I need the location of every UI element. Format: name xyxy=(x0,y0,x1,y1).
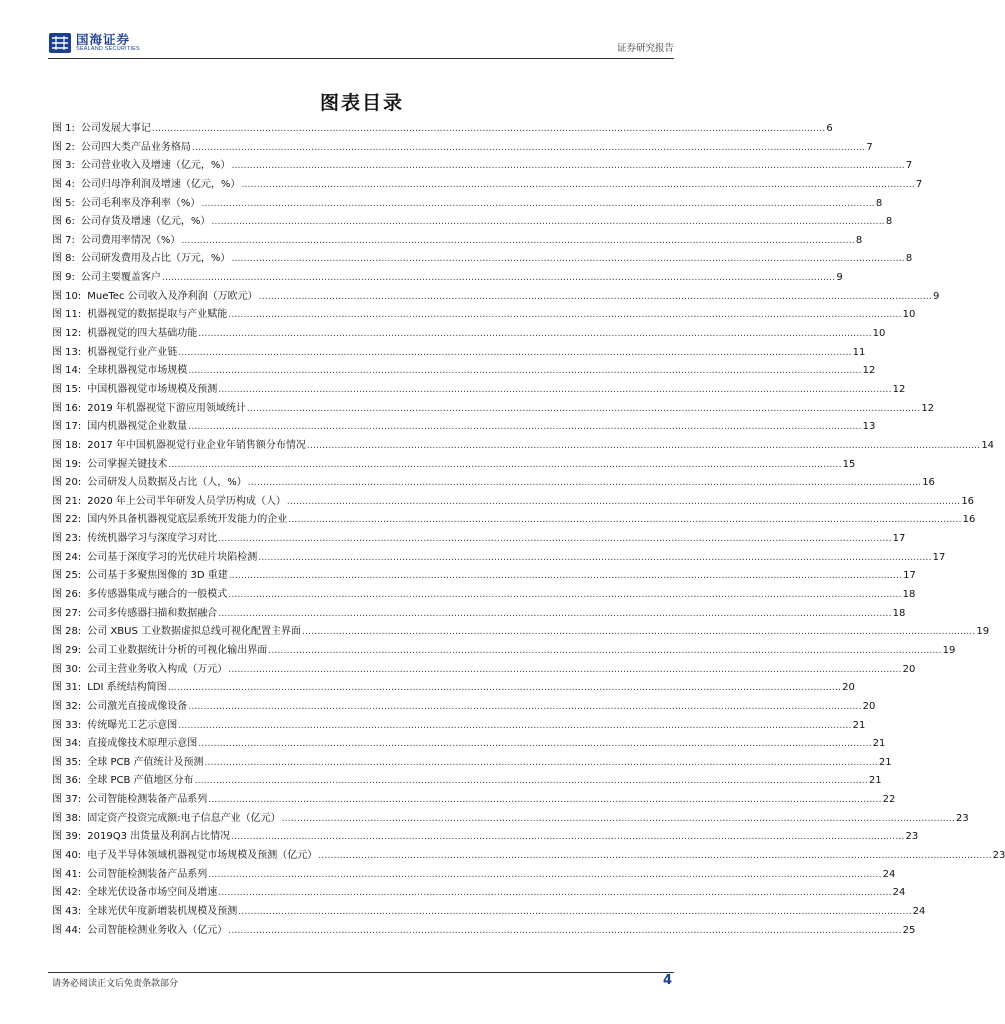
toc-entry-page: 10 xyxy=(872,328,886,340)
toc-entry[interactable] xyxy=(52,269,843,288)
toc-leader-dots: ............................................................................................................................................................................................................................ xyxy=(306,440,981,451)
toc-entry[interactable] xyxy=(52,884,906,903)
toc-entry[interactable] xyxy=(52,567,916,586)
toc-entry-number: 图 21: xyxy=(52,495,82,507)
toc-entry-page: 12 xyxy=(921,402,935,414)
toc-entry-number: 图 37: xyxy=(52,794,82,806)
toc-entry-number: 图 29: xyxy=(52,644,82,656)
toc-entry-caption: 公司掌握关键技术 xyxy=(87,458,168,470)
toc-leader-dots: ............................................................................................................................................................................................................................ xyxy=(258,291,933,302)
toc-entry[interactable] xyxy=(52,549,946,568)
toc-leader-dots: ............................................................................................................................................................................................................................ xyxy=(208,795,882,806)
toc-entry[interactable] xyxy=(52,530,906,549)
toc-entry-number: 图 44: xyxy=(52,924,82,936)
toc-entry-number: 图 15: xyxy=(52,383,82,395)
toc-entry[interactable] xyxy=(52,698,876,717)
toc-entry-page: 20 xyxy=(842,682,855,694)
toc-entry[interactable] xyxy=(52,661,916,680)
toc-entry[interactable] xyxy=(52,810,969,829)
toc-entry-caption: 公司营业收入及增速（亿元，%） xyxy=(80,160,231,172)
page-title: 图表目录 xyxy=(319,92,404,114)
toc-entry-caption: 2020 年上公司半年研发人员学历构成（人） xyxy=(87,495,286,507)
toc-leader-dots: ............................................................................................................................................................................................................................ xyxy=(198,739,872,750)
toc-leader-dots: ............................................................................................................................................................................................................................ xyxy=(218,534,892,545)
toc-entry-caption: 机器视觉的四大基础功能 xyxy=(87,328,198,340)
toc-leader-dots: ............................................................................................................................................................................................................................ xyxy=(194,776,868,787)
toc-leader-dots: ............................................................................................................................................................................................................................ xyxy=(178,347,852,358)
toc-entry-caption: 2019 年机器视觉下游应用领域统计 xyxy=(87,402,246,414)
page-header xyxy=(48,30,674,58)
toc-entry[interactable] xyxy=(52,586,916,605)
toc-entry-page: 8 xyxy=(875,197,883,209)
toc-entry-caption: 公司主营业务收入构成（万元） xyxy=(87,663,228,675)
toc-entry-number: 图 1: xyxy=(52,123,75,134)
toc-entry-number: 图 16: xyxy=(52,402,82,414)
toc-entry-page: 16 xyxy=(922,477,935,489)
toc-entry[interactable] xyxy=(52,679,855,698)
toc-leader-dots: ............................................................................................................................................................................................................................ xyxy=(188,701,862,712)
toc-entry-caption: 公司四大类产品业务格局 xyxy=(80,141,191,153)
toc-entry[interactable] xyxy=(52,120,833,139)
toc-entry-caption: 机器视觉的数据提取与产业赋能 xyxy=(87,309,228,321)
toc-leader-dots: ............................................................................................................................................................................................................................ xyxy=(228,310,902,321)
toc-entry[interactable] xyxy=(52,772,882,791)
toc-leader-dots: ............................................................................................................................................................................................................................ xyxy=(218,608,892,619)
toc-entry-page: 9 xyxy=(933,290,940,302)
toc-entry-number: 图 18: xyxy=(52,439,82,451)
toc-leader-dots: ............................................................................................................................................................................................................................ xyxy=(288,515,962,526)
toc-entry-number: 图 9: xyxy=(52,272,75,284)
toc-entry-caption: 全球机器视觉市场规模 xyxy=(87,365,188,377)
footer-disclaimer: 请务必阅读正文后免责条款部分 xyxy=(52,979,179,989)
toc-entry-page: 20 xyxy=(902,663,916,675)
toc-entry-page: 8 xyxy=(855,234,863,246)
toc-entry-number: 图 2: xyxy=(52,141,75,153)
toc-entry-number: 图 42: xyxy=(52,887,82,899)
toc-entry[interactable] xyxy=(52,456,856,475)
toc-entry-number: 图 11: xyxy=(52,309,82,321)
toc-leader-dots: ............................................................................................................................................................................................................................ xyxy=(286,496,961,507)
toc-entry-caption: 电子及半导体领域机器视觉市场规模及预测（亿元） xyxy=(87,849,318,861)
toc-leader-dots: ............................................................................................................................................................................................................................ xyxy=(228,571,903,582)
toc-entry[interactable] xyxy=(52,623,990,642)
toc-entry-page: 18 xyxy=(892,607,906,619)
logo-english-name: SEALAND SECURITIES xyxy=(76,46,140,52)
toc-entry[interactable] xyxy=(52,213,893,232)
toc-entry-caption: 国内机器视觉企业数量 xyxy=(87,421,188,433)
toc-entry[interactable] xyxy=(52,176,923,195)
toc-leader-dots: ............................................................................................................................................................................................................................ xyxy=(178,720,852,731)
toc-entry-page: 24 xyxy=(912,905,926,917)
toc-entry-caption: 传统曝光工艺示意图 xyxy=(87,719,178,731)
toc-entry[interactable] xyxy=(52,717,866,736)
toc-entry-number: 图 40: xyxy=(52,849,82,861)
toc-entry-number: 图 33: xyxy=(52,719,82,731)
toc-entry-number: 图 20: xyxy=(52,477,82,489)
toc-entry[interactable] xyxy=(52,288,940,307)
toc-entry-caption: 公司多传感器扫描和数据融合 xyxy=(87,607,218,619)
toc-entry-caption: 中国机器视觉市场规模及预测 xyxy=(87,383,218,395)
toc-entry-number: 图 6: xyxy=(52,216,75,228)
toc-entry-number: 图 13: xyxy=(52,346,82,358)
toc-leader-dots: ............................................................................................................................................................................................................................ xyxy=(231,254,905,265)
toc-entry-number: 图 35: xyxy=(52,756,82,768)
toc-entry-number: 图 8: xyxy=(52,253,75,265)
toc-entry-caption: 传统机器学习与深度学习对比 xyxy=(87,533,218,545)
toc-entry-caption: 公司智能检测业务收入（亿元） xyxy=(87,924,228,936)
toc-leader-dots: ............................................................................................................................................................................................................................ xyxy=(208,869,882,880)
toc-entry-caption: 2017 年中国机器视觉行业企业年销售额分布情况 xyxy=(87,439,306,451)
toc-entry-page: 23 xyxy=(905,831,919,843)
toc-entry-number: 图 38: xyxy=(52,812,82,824)
toc-entry[interactable] xyxy=(52,157,913,176)
toc-leader-dots: ............................................................................................................................................................................................................................ xyxy=(204,757,878,768)
toc-entry[interactable] xyxy=(52,232,863,251)
toc-entry-page: 6 xyxy=(826,123,833,134)
toc-entry-caption: 固定资产投资完成额:电子信息产业（亿元） xyxy=(87,812,281,824)
toc-entry-caption: 公司智能检测装备产品系列 xyxy=(87,868,208,880)
toc-entry-caption: 公司毛利率及净利率（%） xyxy=(80,197,201,209)
toc-entry-number: 图 27: xyxy=(52,607,82,619)
toc-entry[interactable] xyxy=(52,493,975,512)
toc-entry-page: 7 xyxy=(915,178,923,190)
toc-entry-number: 图 25: xyxy=(52,570,82,582)
toc-entry-caption: LDI 系统结构简图 xyxy=(87,682,167,694)
toc-entry[interactable] xyxy=(52,250,913,269)
toc-leader-dots: ............................................................................................................................................................................................................................ xyxy=(231,832,905,843)
toc-entry-number: 图 22: xyxy=(52,514,82,526)
toc-entry-number: 图 30: xyxy=(52,663,82,675)
toc-entry-number: 图 7: xyxy=(52,234,75,246)
toc-entry-caption: 公司智能检测装备产品系列 xyxy=(87,794,208,806)
toc-entry-page: 17 xyxy=(932,551,946,563)
footer-divider xyxy=(48,972,674,973)
toc-leader-dots: ............................................................................................................................................................................................................................ xyxy=(218,888,892,899)
toc-entry-number: 图 4: xyxy=(52,178,75,190)
toc-entry-page: 14 xyxy=(981,439,995,451)
page-number: 4 xyxy=(662,973,672,988)
toc-entry[interactable] xyxy=(52,642,956,661)
toc-entry-caption: 直接成像技术原理示意图 xyxy=(87,738,198,750)
toc-leader-dots: ............................................................................................................................................................................................................................ xyxy=(318,850,992,861)
toc-entry[interactable] xyxy=(52,511,976,530)
toc-entry-page: 16 xyxy=(961,495,975,507)
report-type-label: 证券研究报告 xyxy=(616,43,674,54)
toc-entry-caption: 全球 PCB 产值统计及预测 xyxy=(87,756,204,768)
toc-entry-caption: 全球光伏年度新增装机规模及预测 xyxy=(87,905,238,917)
toc-leader-dots: ............................................................................................................................................................................................................................ xyxy=(281,813,956,824)
toc-leader-dots: ............................................................................................................................................................................................................................ xyxy=(167,683,842,694)
toc-entry-number: 图 12: xyxy=(52,328,82,340)
toc-entry-number: 图 3: xyxy=(52,160,75,172)
toc-entry-caption: 公司基于多聚焦图像的 3D 重建 xyxy=(87,570,228,582)
toc-leader-dots: ............................................................................................................................................................................................................................ xyxy=(188,422,862,433)
header-divider xyxy=(48,58,674,59)
toc-entry-page: 12 xyxy=(862,365,876,377)
toc-entry-caption: 公司工业数据统计分析的可视化输出界面 xyxy=(87,644,268,656)
toc-entry-caption: 公司归母净利润及增速（亿元，%） xyxy=(80,178,241,190)
toc-entry-page: 15 xyxy=(842,458,856,470)
toc-entry-number: 图 17: xyxy=(52,421,82,433)
toc-entry-number: 图 5: xyxy=(52,197,75,209)
toc-entry-page: 20 xyxy=(862,700,876,712)
toc-entry-caption: 2019Q3 出货量及利润占比情况 xyxy=(87,831,231,843)
toc-entry[interactable] xyxy=(52,437,995,456)
toc-entry-page: 24 xyxy=(882,868,896,880)
toc-entry-page: 21 xyxy=(872,738,886,750)
toc-leader-dots: ............................................................................................................................................................................................................................ xyxy=(211,217,885,228)
toc-entry[interactable] xyxy=(52,474,935,493)
toc-leader-dots: ............................................................................................................................................................................................................................ xyxy=(228,664,902,675)
toc-leader-dots: ............................................................................................................................................................................................................................ xyxy=(231,161,905,172)
sealand-logo-icon xyxy=(48,32,72,54)
toc-entry[interactable] xyxy=(52,922,916,941)
toc-entry[interactable] xyxy=(52,605,906,624)
toc-entry-page: 25 xyxy=(902,924,916,936)
toc-entry-number: 图 34: xyxy=(52,738,82,750)
toc-entry-caption: 公司研发费用及占比（万元，%） xyxy=(80,253,231,265)
toc-entry-page: 19 xyxy=(942,644,956,656)
logo-chinese-name: 国海证券 xyxy=(76,32,131,47)
toc-entry-caption: 公司存货及增速（亿元，%） xyxy=(80,216,211,228)
toc-leader-dots: ............................................................................................................................................................................................................................ xyxy=(198,329,872,340)
toc-entry-caption: 多传感器集成与融合的一般模式 xyxy=(87,589,228,601)
toc-entry[interactable] xyxy=(52,903,926,922)
toc-entry-caption: 公司主要覆盖客户 xyxy=(80,272,161,284)
toc-entry-page: 17 xyxy=(903,570,916,582)
toc-leader-dots: ............................................................................................................................................................................................................................ xyxy=(238,906,912,917)
company-logo xyxy=(48,30,140,56)
toc-entry-page: 16 xyxy=(962,514,976,526)
toc-entry[interactable] xyxy=(52,344,866,363)
toc-entry-page: 11 xyxy=(852,346,866,358)
toc-entry-page: 10 xyxy=(902,309,916,321)
toc-entry[interactable] xyxy=(52,400,935,419)
figure-list xyxy=(52,120,1005,940)
toc-entry-page: 12 xyxy=(892,383,906,395)
toc-entry-number: 图 26: xyxy=(52,589,82,601)
toc-leader-dots: ............................................................................................................................................................................................................................ xyxy=(151,124,826,134)
toc-entry-caption: 公司发展大事记 xyxy=(80,123,151,134)
toc-entry[interactable] xyxy=(52,139,873,158)
toc-entry-page: 13 xyxy=(862,421,876,433)
toc-leader-dots: ............................................................................................................................................................................................................................ xyxy=(247,478,922,489)
toc-leader-dots: ............................................................................................................................................................................................................................ xyxy=(161,273,836,284)
toc-entry-caption: 公司研发人员数据及占比（人，%） xyxy=(87,477,247,489)
toc-entry-page: 17 xyxy=(892,533,906,545)
toc-leader-dots: ............................................................................................................................................................................................................................ xyxy=(268,645,942,656)
toc-leader-dots: ............................................................................................................................................................................................................................ xyxy=(168,459,842,470)
toc-leader-dots: ............................................................................................................................................................................................................................ xyxy=(188,366,862,377)
toc-leader-dots: ............................................................................................................................................................................................................................ xyxy=(191,142,866,153)
toc-entry-number: 图 19: xyxy=(52,458,82,470)
toc-entry-page: 7 xyxy=(866,141,873,153)
toc-entry-page: 23 xyxy=(956,812,969,824)
toc-entry-page: 21 xyxy=(878,756,892,768)
toc-entry-page: 8 xyxy=(905,253,913,265)
toc-entry[interactable] xyxy=(52,381,906,400)
toc-entry-caption: 公司 XBUS 工业数据虚拟总线可视化配置主界面 xyxy=(87,626,302,638)
toc-entry-caption: MueTec 公司收入及净利润（万欧元） xyxy=(87,290,258,302)
toc-leader-dots: ............................................................................................................................................................................................................................ xyxy=(228,925,902,936)
toc-entry-page: 22 xyxy=(882,794,896,806)
toc-entry[interactable] xyxy=(52,418,876,437)
toc-entry-page: 18 xyxy=(902,589,916,601)
toc-entry-number: 图 32: xyxy=(52,700,82,712)
toc-entry[interactable] xyxy=(52,325,886,344)
toc-entry-number: 图 14: xyxy=(52,365,82,377)
toc-entry-caption: 全球 PCB 产值地区分布 xyxy=(87,775,194,787)
toc-leader-dots: ............................................................................................................................................................................................................................ xyxy=(246,403,921,414)
toc-entry-number: 图 28: xyxy=(52,626,82,638)
toc-leader-dots: ............................................................................................................................................................................................................................ xyxy=(201,198,875,209)
toc-entry-caption: 全球光伏设备市场空间及增速 xyxy=(87,887,218,899)
toc-leader-dots: ............................................................................................................................................................................................................................ xyxy=(241,179,915,190)
toc-entry-caption: 机器视觉行业产业链 xyxy=(87,346,178,358)
toc-entry-caption: 公司激光直接成像设备 xyxy=(87,700,188,712)
toc-entry[interactable] xyxy=(52,306,916,325)
toc-entry[interactable] xyxy=(52,866,896,885)
toc-entry[interactable] xyxy=(52,195,883,214)
toc-leader-dots: ............................................................................................................................................................................................................................ xyxy=(228,590,902,601)
toc-leader-dots: ............................................................................................................................................................................................................................ xyxy=(258,552,932,563)
toc-entry-page: 21 xyxy=(868,775,882,787)
toc-leader-dots: ............................................................................................................................................................................................................................ xyxy=(181,235,855,246)
toc-entry-caption: 公司基于深度学习的光伏硅片块陷检测 xyxy=(87,551,258,563)
toc-entry-page: 8 xyxy=(885,216,893,228)
toc-entry-number: 图 41: xyxy=(52,868,82,880)
toc-entry[interactable] xyxy=(52,754,892,773)
toc-entry-page: 21 xyxy=(852,719,866,731)
toc-entry-number: 图 31: xyxy=(52,682,82,694)
toc-entry-caption: 公司费用率情况（%） xyxy=(80,234,181,246)
toc-entry-page: 23 xyxy=(992,849,1005,861)
toc-entry-number: 图 24: xyxy=(52,551,82,563)
toc-entry-number: 图 10: xyxy=(52,290,82,302)
toc-entry-caption: 国内外具备机器视觉底层系统开发能力的企业 xyxy=(87,514,288,526)
toc-entry-page: 7 xyxy=(905,160,913,172)
toc-entry-number: 图 39: xyxy=(52,831,82,843)
toc-entry-number: 图 43: xyxy=(52,905,82,917)
toc-entry-page: 9 xyxy=(836,272,843,284)
toc-entry[interactable] xyxy=(52,735,886,754)
toc-entry-number: 图 23: xyxy=(52,533,82,545)
toc-entry[interactable] xyxy=(52,828,919,847)
toc-leader-dots: ............................................................................................................................................................................................................................ xyxy=(218,384,892,395)
toc-leader-dots: ............................................................................................................................................................................................................................ xyxy=(302,627,976,638)
toc-entry[interactable] xyxy=(52,791,896,810)
toc-entry-page: 24 xyxy=(892,887,906,899)
toc-entry-number: 图 36: xyxy=(52,775,82,787)
toc-entry-page: 19 xyxy=(976,626,990,638)
toc-entry[interactable] xyxy=(52,847,1005,866)
toc-entry[interactable] xyxy=(52,362,876,381)
